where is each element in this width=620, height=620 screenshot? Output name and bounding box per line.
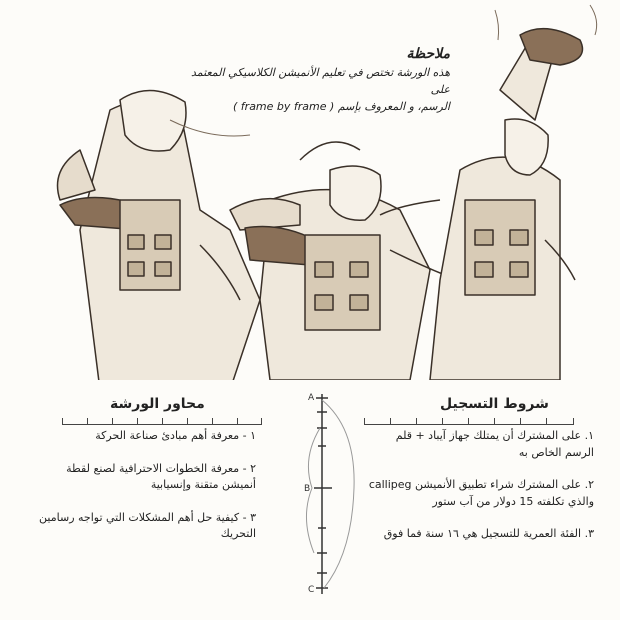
registration-title: شروط التسجيل xyxy=(440,396,549,412)
list-item: ٣. الفئة العمرية للتسجيل هي ١٦ سنة فما فوق xyxy=(383,527,594,540)
list-item: ٢ - معرفة الخطوات الاحترافية لصنع لقطة أنميشن متقنة وإنسيابية xyxy=(66,461,256,491)
right-divider-ruler xyxy=(364,416,574,425)
list-item: ١ - معرفة أهم مبادئ صناعة الحركة xyxy=(95,429,256,442)
note-title: ملاحظة xyxy=(406,46,450,62)
timing-mark-b: B xyxy=(304,484,311,494)
list-item: ٢. على المشترك شراء تطبيق الأنميشن callipeg والذي تكلفته 15 دولار من آب ستور xyxy=(368,478,594,508)
timing-mark-a: A xyxy=(308,393,315,403)
middle-figure xyxy=(230,142,445,380)
left-figure xyxy=(58,90,261,380)
note-line: الرسم، و المعروف بإسم ( frame by frame ) xyxy=(233,100,450,114)
timing-chart xyxy=(298,388,362,600)
timing-mark-c: C xyxy=(308,585,315,595)
list-item: ٣ - كيفية حل أهم المشكلات التي تواجه رسامين التحريك xyxy=(39,510,256,540)
workshop-axes-list xyxy=(30,428,256,559)
registration-list xyxy=(368,428,594,559)
workshop-axes-title: محاور الورشة xyxy=(110,396,205,412)
list-item: ١. على المشترك أن يمتلك جهاز آيباد + قلم الرسم الخاص به xyxy=(395,429,594,459)
note-body xyxy=(190,64,450,115)
left-divider-ruler xyxy=(62,416,262,425)
note-block xyxy=(190,46,450,115)
note-line: هذه الورشة تختص في تعليم الأنميشن الكلاسيكي المعتمد على xyxy=(191,66,450,97)
